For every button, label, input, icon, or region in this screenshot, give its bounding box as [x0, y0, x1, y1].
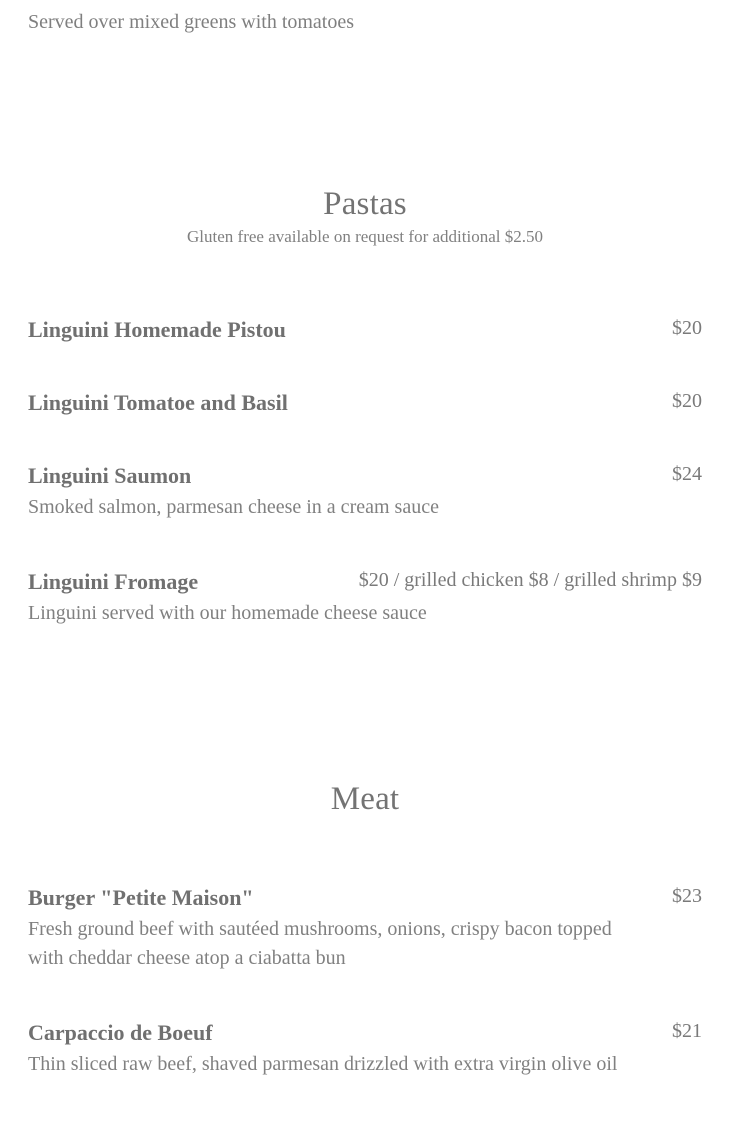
menu-item-price: $24 [672, 463, 702, 485]
menu-item-name: Linguini Fromage [28, 569, 199, 594]
section-note-gluten-free: Gluten free available on request for additional $2.50 [187, 227, 543, 246]
menu-item-price: $21 [672, 1020, 702, 1042]
menu-item-description: Thin sliced raw beef, shaved parmesan drizzled with extra virgin olive oil [28, 1053, 618, 1075]
section-title-meat: Meat [330, 781, 400, 817]
menu-item-name: Linguini Saumon [28, 463, 192, 488]
section-title-pastas: Pastas [323, 186, 407, 222]
menu-item-name: Carpaccio de Boeuf [28, 1020, 213, 1045]
menu-item-description: Smoked salmon, parmesan cheese in a cream sauce [28, 496, 439, 518]
menu-item-price: $20 / grilled chicken $8 / grilled shrimp $9 [358, 569, 702, 591]
menu-item-price: $23 [672, 885, 702, 907]
menu-item-name: Burger "Petite Maison" [28, 885, 254, 910]
menu-item-name: Linguini Tomatoe and Basil [28, 390, 288, 415]
menu-item-price: $20 [672, 390, 702, 412]
menu-item-description: Linguini served with our homemade cheese sauce [28, 602, 427, 624]
menu-item-name: Linguini Homemade Pistou [28, 317, 286, 342]
menu-item-price: $20 [672, 317, 702, 339]
previous-item-description: Served over mixed greens with tomatoes [28, 11, 355, 33]
menu-item-description: Fresh ground beef with sautéed mushrooms, onions, crispy bacon topped with cheddar cheese atop a ciabatta bun [28, 918, 612, 969]
